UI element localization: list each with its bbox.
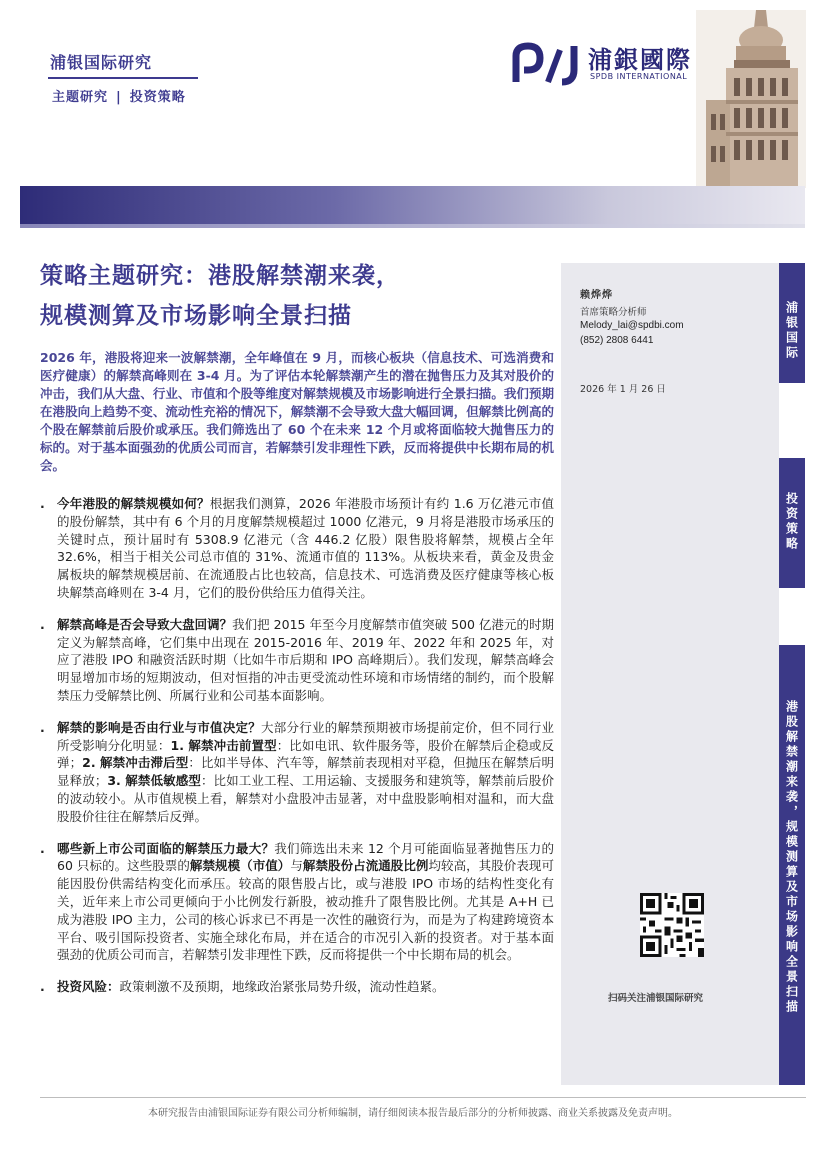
report-title — [40, 256, 560, 336]
key-point-lead: 解禁高峰是否会导致大盘回调？ — [57, 616, 233, 632]
key-point-body: 与 — [290, 858, 303, 874]
bullet-marker: . — [40, 616, 45, 632]
bullet-marker: . — [40, 719, 45, 735]
key-point-lead: 今年港股的解禁规模如何？ — [57, 496, 210, 511]
category-label: 主题研究 — [52, 90, 109, 105]
qr-code-icon[interactable] — [640, 893, 704, 957]
author-role: 首席策略分析师 — [580, 307, 647, 318]
bullet-marker: . — [40, 979, 45, 995]
key-point-body: ：比如电讯、软件服务等，股价在解禁后企稳或反弹； — [57, 737, 554, 771]
key-point-lead: 解禁的影响是否由行业与市值决定？ — [57, 719, 261, 735]
building-illustration — [696, 10, 806, 188]
side-tab-category: 投资策略 — [779, 458, 805, 588]
logo-name: 浦銀國際 — [588, 46, 692, 74]
key-point-emphasis: 3. 解禁低敏感型 — [107, 773, 201, 789]
report-title-line-1: 策略主题研究：港股解禁潮来袭， — [40, 263, 400, 289]
bullet-marker: . — [40, 496, 45, 511]
bullet-marker: . — [40, 840, 45, 856]
report-date: 2026 年 1 月 26 日 — [580, 384, 666, 395]
report-summary: 2026 年，港股将迎来一波解禁潮，全年峰值在 9 月，而核心板块（信息技术、可选消费和医疗健康）的解禁高峰则在 3-4 月。为了评估本轮解禁潮产生的潜在抛售压力及其对股价的冲击，我们从大盘、行业、市值和个股等维度对解禁规模及市场影响进行全景扫描。我们预期在港股向上趋势不变、流动性充裕的情况下，解禁潮不会导致大盘大幅回调，但解禁比例高的个股在解禁前后股价或承压。我们筛选出了 60 个在未来 12 个月或将面临较大抛售压力的标的。对于基本面强劲的优质公司而言，若解禁引发非理性下跌，反而将提供中长期布局的机会。 — [40, 350, 554, 473]
header-banner — [20, 186, 805, 226]
side-tab-brand: 浦银国际 — [779, 263, 805, 383]
header-banner-shadow — [20, 224, 805, 228]
key-point — [40, 495, 554, 602]
key-point-lead: 哪些新上市公司面临的解禁压力最大？ — [57, 840, 275, 856]
key-point — [40, 840, 554, 965]
key-point-body: 政策刺激不及预期，地缘政治紧张局势升级，流动性趋紧。 — [119, 979, 445, 995]
brand-divider — [48, 77, 198, 79]
footer-disclaimer: 本研究报告由浦银国际证券有限公司分析师编制，请仔细阅读本报告最后部分的分析师披露、商业关系披露及免责声明。 — [148, 1108, 678, 1119]
key-point-body: ：比如工业工程、工用运输、支援服务和建筑等，解禁前后股价的波动较小。从市值规模上看，解禁对小盘股冲击显著，对中盘股影响相对温和，而大盘股股价往往在解禁后反弹。 — [57, 773, 554, 824]
qr-caption: 扫码关注浦银国际研究 — [608, 993, 704, 1004]
key-point — [40, 719, 554, 826]
key-points — [40, 495, 554, 1010]
key-point-body: 均较高，其股价表现可能因股份供需结构变化而承压。较高的限售股占比，或与港股 IPO 市场的结构性变化有关，近年来上市公司更倾向于小比例发行新股，被动推升了限售股比例。尤其是 A+H 已成为港股 IPO 主力，公司的核心诉求已不再是一次性的融资行为，而是为了构建跨境资本平台、吸引国际投资者、实施全球化布局，并在适合的市况引入新的投资者。对于基本面强劲的优质公司而言，若解禁引发非理性下跌，反而将提供一个中长期布局的机会。 — [57, 858, 554, 963]
author-phone: (852) 2808 6441 — [580, 335, 654, 346]
key-point-emphasis: 1. 解禁冲击前置型 — [170, 737, 277, 753]
brand-title: 浦银国际研究 — [50, 53, 153, 72]
subcategory-label: 投资策略 — [129, 90, 186, 105]
key-point-lead: 投资风险： — [57, 979, 120, 995]
key-point-emphasis: 2. 解禁冲击滞后型 — [82, 755, 189, 771]
spdb-logo-icon — [512, 42, 578, 86]
report-category — [52, 86, 186, 105]
key-point — [40, 978, 554, 996]
key-point-body: 根据我们测算，2026 年港股市场预计有约 1.6 万亿港元市值的股份解禁，其中有 6 个月的月度解禁规模超过 1000 亿港元，9 月将是港股市场承压的关键时点，预计届时有 5308.9 亿港元（含 446.2 亿股）限售股将解禁，规模占全年 32.6%，相当于相关公司总市值的 31%、流通市值的 113%。从板块来看，黄金及贵金属板块的解禁规模居前、在流通股占比也较高，信息技术、可选消费及医疗健康等核心板块解禁高峰则在 3-4 月，它们的股份供给压力值得关注。 — [57, 496, 554, 600]
side-tab-title: 港股解禁潮来袭，规模测算及市场影响全景扫描 — [779, 645, 805, 1085]
key-point-body: 我们筛选出未来 12 个月可能面临显著抛售压力的 60 只标的。这些股票的 — [57, 840, 554, 874]
footer-divider — [40, 1097, 806, 1098]
report-title-line-2: 规模测算及市场影响全景扫描 — [40, 303, 352, 329]
author-name: 赖烨烨 — [580, 290, 613, 301]
key-point-body: 我们把 2015 年至今月度解禁市值突破 500 亿港元的时期定义为解禁高峰，它们集中出现在 2015-2016 年、2019 年、2022 年和 2025 年，对应了港股 IPO 和融资活跃时期（比如牛市后期和 IPO 高峰期后）。我们发现，解禁高峰会明显增加市场的短期波动，但对恒指的冲击更受流动性环境和市场情绪的制约，而个股解禁压力受解禁比例、所属行业和公司基本面影响。 — [57, 616, 554, 703]
key-point — [40, 616, 554, 705]
logo-english-name: SPDB INTERNATIONAL — [590, 72, 688, 81]
key-point-emphasis: 解禁规模（市值） — [189, 858, 291, 874]
author-email-link[interactable]: Melody_lai@spdbi.com — [580, 320, 684, 331]
key-point-body: ：比如半导体、汽车等，解禁前表现相对平稳，但抛压在解禁后明显释放； — [57, 755, 554, 789]
key-point-body: 大部分行业的解禁预期被市场提前定价，但不同行业所受影响分化明显： — [57, 719, 554, 753]
category-separator: | — [116, 90, 122, 105]
key-point-emphasis: 解禁股份占流通股比例 — [302, 858, 429, 874]
